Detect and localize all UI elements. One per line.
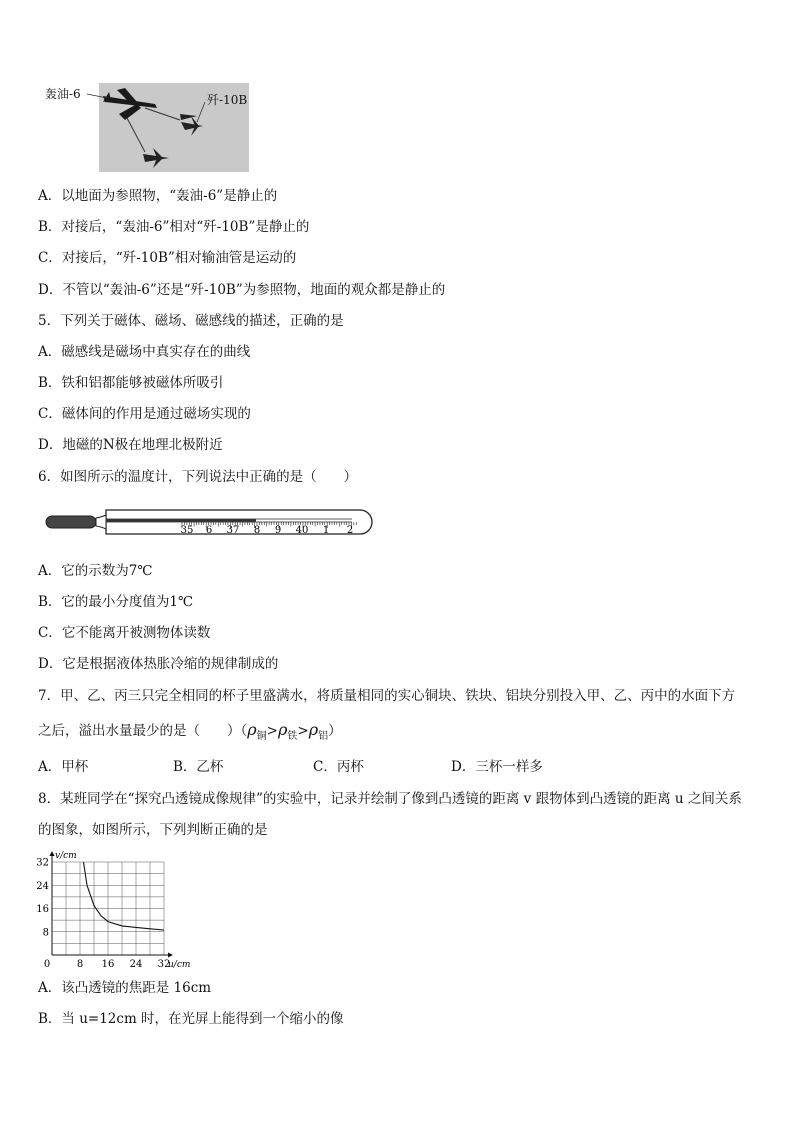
tick-label-6: 6 [205,525,213,536]
q4-option-b: B．对接后，“轰油-6”相对“歼-10B”是静止的 [38,219,310,235]
gt-2: > [297,723,309,739]
q5-option-d: D．地磁的N极在地理北极附近 [38,437,223,453]
refueling-photo-svg [45,80,265,175]
y-tick-label: 8 [42,927,49,939]
rho-iron: ρ [277,720,288,739]
q7-option-b: B．乙杯 [173,759,224,775]
rho-aluminum: ρ [308,720,319,739]
v-u-curve [84,862,165,930]
thermometer-svg [44,505,378,539]
thermometer-neck [96,515,106,529]
q7-option-c: C．丙杯 [313,759,364,775]
x-tick-label: 0 [43,959,51,970]
q7-option-d: D．三杯一样多 [451,759,543,775]
x-tick-label: 32 [157,959,171,970]
q7-stem-line1: 7．甲、乙、丙三只完全相同的杯子里盛满水，将质量相同的实心铜块、铁块、铝块分别投入甲、乙、丙中的水面下方 [38,688,736,704]
tick-label-9: 9 [274,525,282,536]
q7-stem-line2 [38,721,342,746]
tick-label-40: 40 [295,525,309,536]
sub-iron: 铁 [287,731,298,742]
tick-label-35: 35 [180,525,194,536]
gt-1: > [266,723,278,739]
q8-option-b: B．当 u=12cm 时，在光屏上能得到一个缩小的像 [38,1011,344,1027]
q6-option-a: A．它的示数为7℃ [38,563,153,579]
q4-option-c: C．对接后，“歼-10B”相对输油管是运动的 [38,250,297,266]
q8-stem-line2: 的图象，如图所示，下列判断正确的是 [38,822,268,838]
q8-option-a: A．该凸透镜的焦距是 16cm [38,980,212,996]
q8-stem-line1: 8．某班同学在“探究凸透镜成像规律”的实验中，记录并绘制了像到凸透镜的距离 v 跟物体到凸透镜的距离 u 之间关系 [38,791,742,807]
tick-label-1: 1 [322,525,330,536]
q7-stem-prefix: 之后，溢出水量最少的是（ ）（ [38,723,248,739]
x-axis-arrow [168,953,173,958]
x-tick-label: 24 [129,959,143,970]
x-tick-label: 16 [101,959,115,970]
q4-option-d: D．不管以“轰油-6”还是“歼-10B”为参照物，地面的观众都是静止的 [38,282,446,298]
q7-option-a: A．甲杯 [38,759,89,775]
tick-label-37: 37 [226,525,240,536]
y-axis-arrow [50,851,55,856]
sub-copper: 铜 [256,731,267,742]
v-u-chart [34,844,191,970]
rho-copper: ρ [247,720,257,739]
q7-options [38,758,543,776]
label-fighter: 歼-10B [207,93,248,107]
chart-grid [52,862,164,955]
chart-tick-labels [36,851,190,970]
chart-series [84,862,165,930]
label-bomber: 轰油-6 [45,87,81,101]
x-axis-label: u/cm [168,960,191,970]
tick-label-8: 8 [253,525,261,536]
tick-label-2: 2 [346,525,354,536]
q5-option-b: B．铁和铝都能够被磁体所吸引 [38,375,224,391]
y-axis-label: v/cm [55,851,77,861]
chart-axes [50,851,174,958]
thermometer-bulb [46,516,96,528]
y-tick-label: 16 [36,904,49,915]
q4-option-a: A．以地面为参照物，“轰油-6”是静止的 [38,188,278,204]
v-u-chart-svg [34,844,191,970]
refueling-photo [45,80,265,175]
liquid-column [106,519,256,522]
q7-close-paren: ） [328,723,342,739]
sub-aluminum: 铝 [318,731,329,742]
x-tick-label: 8 [76,959,84,970]
q5-option-a: A．磁感线是磁场中真实存在的曲线 [38,344,251,360]
q5-stem: 5．下列关于磁体、磁场、磁感线的描述，正确的是 [38,313,344,329]
y-tick-label: 32 [36,857,49,869]
q6-stem: 6．如图所示的温度计，下列说法中正确的是（ ） [38,469,358,485]
q6-option-c: C．它不能离开被测物体读数 [38,625,211,641]
q6-option-b: B．它的最小分度值为1℃ [38,594,194,610]
q6-option-d: D．它是根据液体热胀冷缩的规律制成的 [38,656,279,672]
y-tick-label: 24 [36,880,49,892]
thermometer [44,505,378,539]
q5-option-c: C．磁体间的作用是通过磁场实现的 [38,406,251,422]
